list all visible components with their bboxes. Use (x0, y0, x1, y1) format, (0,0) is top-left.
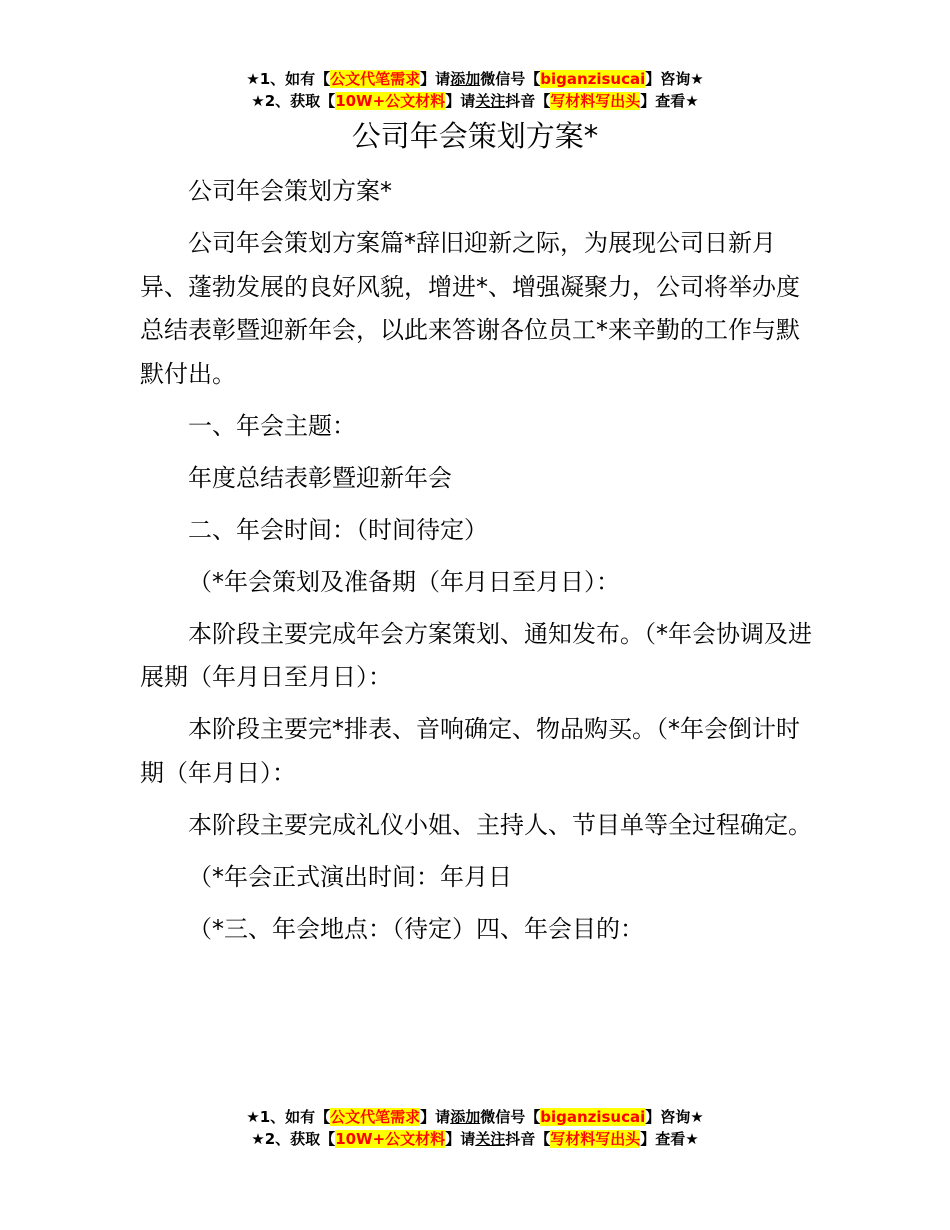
banner-highlight-service: 公文代笔需求 (330, 1108, 421, 1126)
banner-line-2-mid2: 抖音【 (505, 1130, 551, 1148)
banner-highlight-materials: 10W+公文材料 (335, 1130, 446, 1148)
banner-highlight-douyin: 写材料写出头 (550, 92, 641, 110)
banner-line-1-underlined: 添加 (450, 70, 481, 88)
banner-highlight-wechat: biganzisucai (540, 70, 646, 88)
banner-line-1-mid: 】请 (420, 70, 451, 88)
banner-line-1-underlined: 添加 (450, 1108, 481, 1126)
banner-line-2-prefix: ★2、获取【 (251, 92, 336, 110)
banner-line-1-mid: 】请 (420, 1108, 451, 1126)
banner-line-1 (0, 68, 950, 90)
footer-banner (0, 1106, 950, 1150)
banner-line-2-suffix: 】查看★ (640, 1130, 699, 1148)
banner-highlight-wechat: biganzisucai (540, 1108, 646, 1126)
banner-line-2-prefix: ★2、获取【 (251, 1130, 336, 1148)
banner-line-1 (0, 1106, 950, 1128)
paragraph: 公司年会策划方案篇*辞旧迎新之际，为展现公司日新月异、蓬勃发展的良好风貌，增进*、增强凝聚力，公司将举办度总结表彰暨迎新年会，以此来答谢各位员工*来辛勤的工作与默默付出。 (140, 229, 800, 388)
banner-line-2-suffix: 】查看★ (640, 92, 699, 110)
banner-line-1-prefix: ★1、如有【 (246, 70, 331, 88)
paragraph: （*三、年会地点：（待定）四、年会目的： (188, 914, 644, 943)
banner-highlight-douyin: 写材料写出头 (550, 1130, 641, 1148)
paragraph: 本阶段主要完成年会方案策划、通知发布。（*年会协调及进展期（年月日至月日）： (140, 619, 812, 691)
paragraph: 本阶段主要完成礼仪小姐、主持人、节目单等全过程确定。 (188, 810, 812, 839)
paragraph: （*年会正式演出时间：年月日 (188, 862, 512, 891)
document-body (140, 170, 820, 960)
banner-line-2-underlined: 关注 (475, 92, 506, 110)
banner-line-2-underlined: 关注 (475, 1130, 506, 1148)
paragraph: （*年会策划及准备期（年月日至月日）： (188, 567, 620, 596)
banner-highlight-service: 公文代笔需求 (330, 70, 421, 88)
banner-line-2 (0, 90, 950, 112)
banner-line-2-mid: 】请 (445, 92, 476, 110)
banner-line-1-mid2: 微信号【 (480, 1108, 541, 1126)
document-title: 公司年会策划方案* (351, 119, 599, 153)
paragraph: 本阶段主要完*排表、音响确定、物品购买。（*年会倒计时期（年月日）： (140, 715, 800, 787)
banner-line-1-suffix: 】咨询★ (645, 70, 704, 88)
section-heading: 一、年会主题： (188, 411, 356, 440)
paragraph: 公司年会策划方案* (188, 177, 392, 205)
section-heading: 二、年会时间：（时间待定） (188, 515, 488, 544)
paragraph: 年度总结表彰暨迎新年会 (188, 463, 452, 492)
banner-line-2 (0, 1128, 950, 1150)
banner-line-1-prefix: ★1、如有【 (246, 1108, 331, 1126)
banner-line-1-mid2: 微信号【 (480, 70, 541, 88)
banner-line-2-mid: 】请 (445, 1130, 476, 1148)
banner-highlight-materials: 10W+公文材料 (335, 92, 446, 110)
banner-line-1-suffix: 】咨询★ (645, 1108, 704, 1126)
banner-line-2-mid2: 抖音【 (505, 92, 551, 110)
header-banner (0, 68, 950, 112)
